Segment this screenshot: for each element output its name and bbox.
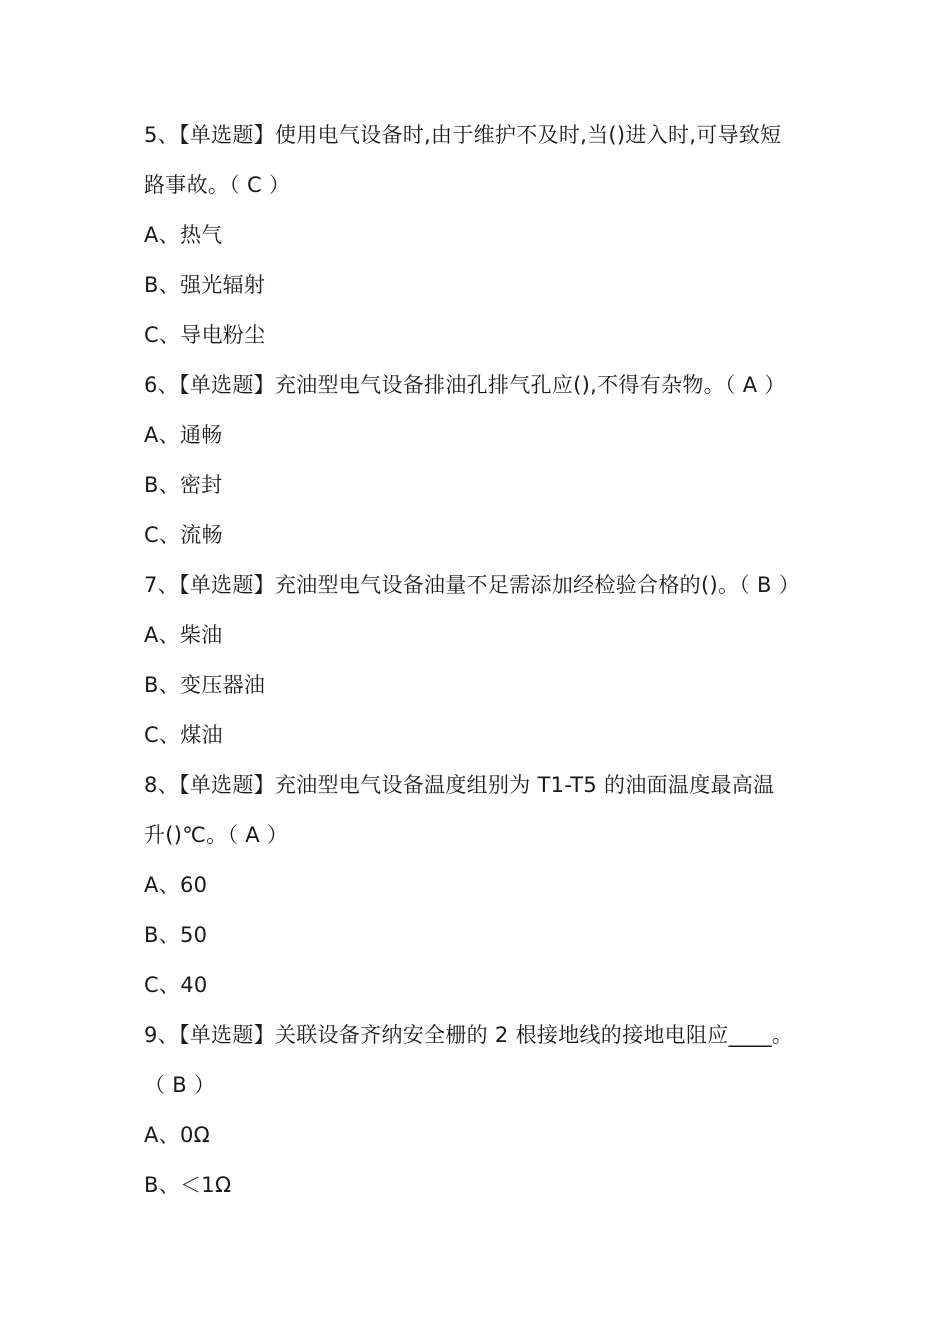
question-7-option-c: C、煤油	[144, 723, 223, 747]
question-8-option-b: B、50	[144, 923, 208, 947]
question-9-stem-line-2: （ B ）	[144, 1073, 216, 1097]
question-9-option-b: B、＜1Ω	[144, 1173, 232, 1197]
question-5-stem-line-1: 5、【单选题】使用电气设备时,由于维护不及时,当()进入时,可导致短	[144, 123, 782, 147]
question-7	[144, 560, 814, 760]
question-9-option-a: A、0Ω	[144, 1123, 210, 1147]
question-7-stem-line-1: 7、【单选题】充油型电气设备油量不足需添加经检验合格的()。（ B ）	[144, 573, 801, 597]
question-5-option-b: B、强光辐射	[144, 273, 266, 297]
question-6-option-b: B、密封	[144, 473, 223, 497]
question-8-stem-line-2: 升()℃。（ A ）	[144, 823, 289, 847]
document-page	[144, 110, 814, 1210]
question-6-stem-line-1: 6、【单选题】充油型电气设备排油孔排气孔应(),不得有杂物。（ A ）	[144, 373, 786, 397]
question-5	[144, 110, 814, 360]
question-7-option-b: B、变压器油	[144, 673, 266, 697]
question-8	[144, 760, 814, 1010]
question-9-stem-line-1: 9、【单选题】关联设备齐纳安全栅的 2 根接地线的接地电阻应____。	[144, 1023, 794, 1047]
question-9	[144, 1010, 814, 1210]
question-8-option-a: A、60	[144, 873, 208, 897]
question-7-option-a: A、柴油	[144, 623, 223, 647]
question-5-option-a: A、热气	[144, 223, 223, 247]
question-5-stem-line-2: 路事故。（ C ）	[144, 173, 291, 197]
question-6-option-a: A、通畅	[144, 423, 223, 447]
question-8-stem-line-1: 8、【单选题】充油型电气设备温度组别为 T1-T5 的油面温度最高温	[144, 773, 775, 797]
question-6-option-c: C、流畅	[144, 523, 223, 547]
question-6	[144, 360, 814, 560]
question-5-option-c: C、导电粉尘	[144, 323, 266, 347]
question-8-option-c: C、40	[144, 973, 208, 997]
